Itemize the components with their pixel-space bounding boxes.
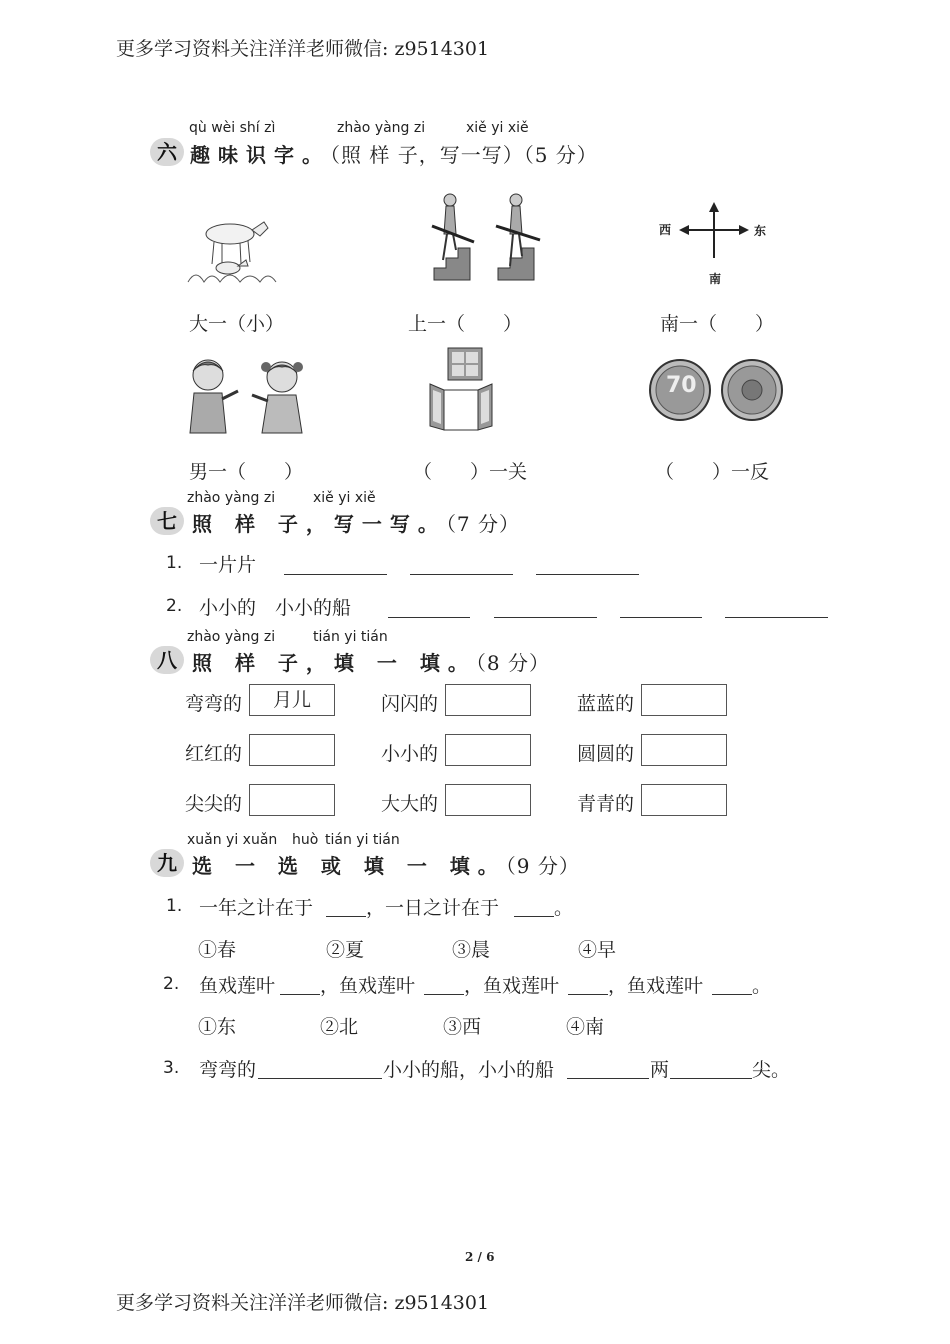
q9-2-text-a: 鱼戏莲叶 [199, 975, 276, 997]
pinyin-qu-wei-shi-zi: qù wèi shí zì [189, 120, 276, 136]
q7-2-blank-2[interactable] [494, 616, 597, 618]
goats-big-small-picture [186, 208, 276, 288]
item-da-xiao: 大一（小） [189, 313, 285, 335]
section-9-score: （9 分） [505, 854, 580, 878]
q9-1-blank-2[interactable] [514, 915, 554, 917]
q9-1-number: 1. [166, 896, 183, 916]
q9-1-text-b: ，一日之计在于 [366, 897, 500, 919]
compass-south-label: 南 [709, 272, 722, 286]
section-7-heading [192, 508, 520, 537]
fill-label-shanshan: 闪闪的 [381, 693, 439, 715]
fill-box-yuanyuan[interactable] [641, 734, 727, 766]
q9-2-blank-2[interactable] [424, 993, 464, 995]
q7-2-blank-4[interactable] [725, 616, 828, 618]
item-guan: （ ）一关 [413, 461, 528, 483]
q7-1-blank-2[interactable] [410, 573, 513, 575]
section-9-heading [192, 850, 580, 879]
pinyin-huo: huò [292, 832, 319, 848]
q9-1-text-c: 。 [554, 897, 574, 919]
section-7-score: （7 分） [445, 512, 521, 536]
section-6-badge: 六 [150, 138, 184, 166]
item-nan-nv: 男一（ ） [189, 461, 304, 483]
q9-3-text-c: 两 [650, 1059, 670, 1081]
q9-3-blank-2[interactable] [567, 1077, 649, 1079]
fill-box-shanshan[interactable] [445, 684, 531, 716]
section-7-badge: 七 [150, 507, 184, 535]
item-nan: 南一（ ） [660, 313, 775, 335]
fill-label-yuanyuan: 圆圆的 [577, 743, 635, 765]
fill-label-lanlan: 蓝蓝的 [577, 693, 635, 715]
pinyin-tian-yi-tian-9: tián yi tián [325, 832, 400, 848]
q9-1-option-3[interactable]: ③晨 [452, 939, 491, 961]
q7-1-blank-1[interactable] [284, 573, 387, 575]
q9-1-text-a: 一年之计在于 [199, 897, 314, 919]
item-shang: 上一（ ） [408, 313, 523, 335]
q9-2-text-e: 。 [752, 975, 772, 997]
fill-box-wanwan[interactable]: 月儿 [249, 684, 335, 716]
fill-label-dada: 大大的 [381, 793, 439, 815]
pinyin-zhao-yang-zi: zhào yàng zi [337, 120, 426, 136]
pinyin-xuan-yi-xuan: xuǎn yi xuǎn [187, 832, 278, 848]
section-9-badge: 九 [150, 849, 184, 877]
pinyin-zhao-yang-zi-8: zhào yàng zi [187, 629, 276, 645]
section-8-score: （8 分） [475, 651, 550, 675]
q9-1-option-2[interactable]: ②夏 [326, 939, 365, 961]
q9-2-option-2[interactable]: ②北 [320, 1016, 359, 1038]
fill-box-xiaoxiao[interactable] [445, 734, 531, 766]
q9-1-option-1[interactable]: ①春 [198, 939, 237, 961]
q9-2-option-4[interactable]: ④南 [566, 1016, 605, 1038]
pinyin-xie-yi-xie: xiě yi xiě [466, 120, 529, 136]
section-6-title: 趣味识字。 [190, 143, 330, 167]
q7-2-example: 小小的 小小的船 [199, 597, 352, 619]
page-number: 2 / 6 [465, 1250, 495, 1264]
fill-box-honghong[interactable] [249, 734, 335, 766]
q9-2-text-c: ，鱼戏莲叶 [464, 975, 560, 997]
q9-2-number: 2. [163, 974, 180, 994]
q9-2-option-3[interactable]: ③西 [443, 1016, 482, 1038]
window-open-close-picture [428, 346, 494, 432]
fill-label-wanwan: 弯弯的 [185, 693, 243, 715]
q9-1-blank-1[interactable] [326, 915, 366, 917]
coin-70-mark: 70 [666, 373, 697, 398]
section-9-title: 选 一 选 或 填 一 填。 [192, 854, 506, 878]
section-6-score: （5 分） [523, 143, 598, 167]
section-6-heading [190, 139, 598, 168]
q9-2-text-b: ，鱼戏莲叶 [320, 975, 416, 997]
section-8-heading [192, 647, 550, 676]
compass-west-label: 西 [659, 223, 672, 237]
fill-box-dada[interactable] [445, 784, 531, 816]
fill-box-jianjian[interactable] [249, 784, 335, 816]
q9-3-blank-1[interactable] [258, 1077, 382, 1079]
fill-box-qingqing[interactable] [641, 784, 727, 816]
q7-2-blank-1[interactable] [388, 616, 470, 618]
pinyin-zhao-yang-zi-7: zhào yàng zi [187, 490, 276, 506]
q9-3-text-d: 尖。 [752, 1059, 791, 1081]
pinyin-xie-yi-xie-7: xiě yi xiě [313, 490, 376, 506]
section-6-instruction: （照 样 子，写一写） [330, 143, 524, 167]
fill-label-jianjian: 尖尖的 [185, 793, 243, 815]
fill-label-honghong: 红红的 [185, 743, 243, 765]
q7-2-blank-3[interactable] [620, 616, 702, 618]
section-8-title: 照 样 子，填 一 填。 [192, 651, 476, 675]
q9-2-blank-3[interactable] [568, 993, 608, 995]
section-8-badge: 八 [150, 646, 184, 674]
fill-label-xiaoxiao: 小小的 [381, 743, 439, 765]
q9-2-option-1[interactable]: ①东 [198, 1016, 237, 1038]
q7-1-example: 一片片 [199, 554, 257, 576]
q7-2-number: 2. [166, 596, 183, 616]
boy-girl-picture [186, 355, 311, 435]
section-7-title: 照 样 子，写一写。 [192, 512, 446, 536]
q9-3-text-b: 小小的船，小小的船 [383, 1059, 555, 1081]
pinyin-tian-yi-tian-8: tián yi tián [313, 629, 388, 645]
bottom-banner: 更多学习资料关注洋洋老师微信: z9514301 [116, 1292, 490, 1314]
stairs-up-down-picture [430, 188, 545, 284]
top-banner: 更多学习资料关注洋洋老师微信: z9514301 [116, 38, 490, 60]
q9-2-blank-1[interactable] [280, 993, 320, 995]
q9-3-blank-3[interactable] [670, 1077, 752, 1079]
q9-3-text-a: 弯弯的 [199, 1059, 257, 1081]
item-fan: （ ）一反 [655, 461, 770, 483]
q9-2-blank-4[interactable] [712, 993, 752, 995]
q7-1-blank-3[interactable] [536, 573, 639, 575]
q7-1-number: 1. [166, 553, 183, 573]
fill-box-lanlan[interactable] [641, 684, 727, 716]
fill-label-qingqing: 青青的 [577, 793, 635, 815]
compass-east-label: 东 [754, 224, 767, 238]
q9-1-option-4[interactable]: ④早 [578, 939, 617, 961]
q9-3-number: 3. [163, 1058, 180, 1078]
q9-2-text-d: ，鱼戏莲叶 [608, 975, 704, 997]
